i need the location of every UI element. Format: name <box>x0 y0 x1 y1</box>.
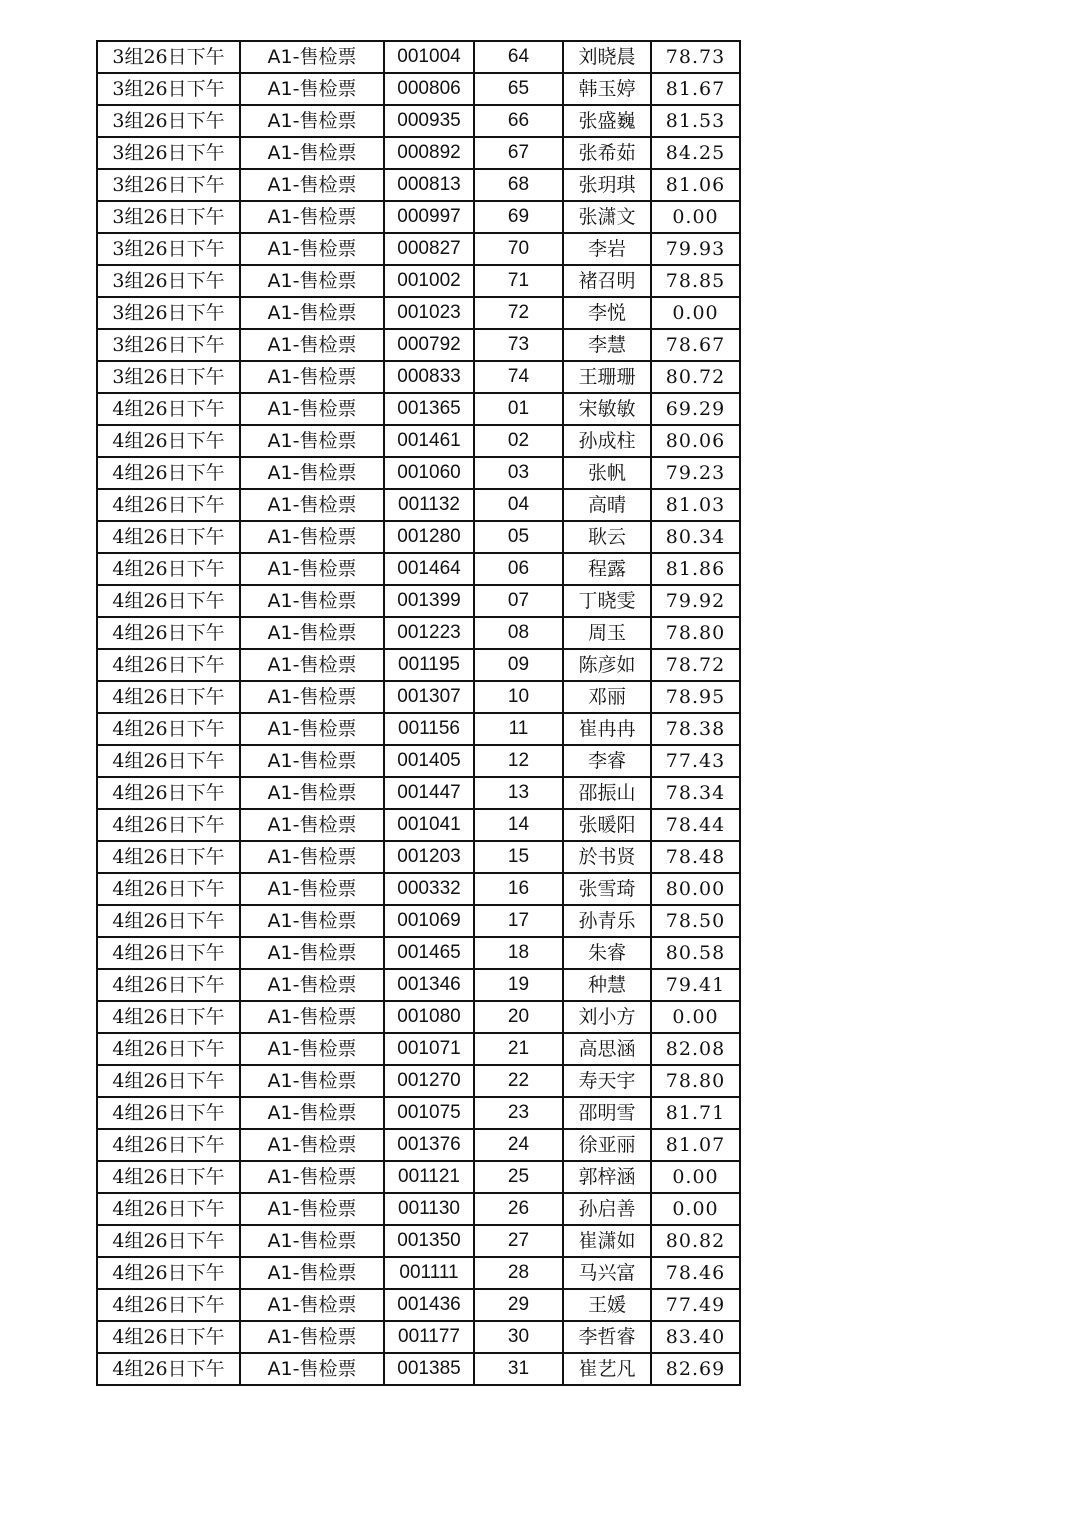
cell-candidate-id: 001346 <box>384 969 474 1001</box>
cell-group: 4组26日下午 <box>97 809 240 841</box>
cell-name: 孙成柱 <box>563 425 651 457</box>
table-row <box>97 905 740 937</box>
cell-score: 78.80 <box>651 1065 740 1097</box>
cell-name: 耿云 <box>563 521 651 553</box>
table-row <box>97 41 740 73</box>
cell-score: 78.46 <box>651 1257 740 1289</box>
cell-post: A1-售检票 <box>240 233 384 265</box>
cell-candidate-id: 001376 <box>384 1129 474 1161</box>
cell-score: 78.73 <box>651 41 740 73</box>
cell-score: 80.06 <box>651 425 740 457</box>
cell-name: 张盛巍 <box>563 105 651 137</box>
cell-name: 李哲睿 <box>563 1321 651 1353</box>
cell-score: 82.69 <box>651 1353 740 1385</box>
cell-candidate-id: 000332 <box>384 873 474 905</box>
cell-sequence: 19 <box>474 969 563 1001</box>
table-row <box>97 617 740 649</box>
cell-post: A1-售检票 <box>240 777 384 809</box>
cell-name: 邵振山 <box>563 777 651 809</box>
cell-group: 4组26日下午 <box>97 1257 240 1289</box>
cell-candidate-id: 001365 <box>384 393 474 425</box>
table-row <box>97 1193 740 1225</box>
cell-post: A1-售检票 <box>240 425 384 457</box>
cell-score: 81.06 <box>651 169 740 201</box>
score-table-body <box>97 41 740 1385</box>
table-row <box>97 937 740 969</box>
cell-sequence: 17 <box>474 905 563 937</box>
cell-candidate-id: 001461 <box>384 425 474 457</box>
cell-name: 韩玉婷 <box>563 73 651 105</box>
cell-candidate-id: 001130 <box>384 1193 474 1225</box>
table-row <box>97 361 740 393</box>
cell-sequence: 71 <box>474 265 563 297</box>
cell-name: 李睿 <box>563 745 651 777</box>
cell-name: 高晴 <box>563 489 651 521</box>
cell-name: 种慧 <box>563 969 651 1001</box>
table-row <box>97 777 740 809</box>
cell-post: A1-售检票 <box>240 553 384 585</box>
cell-candidate-id: 001004 <box>384 41 474 73</box>
cell-score: 81.71 <box>651 1097 740 1129</box>
cell-post: A1-售检票 <box>240 841 384 873</box>
cell-post: A1-售检票 <box>240 809 384 841</box>
cell-candidate-id: 001405 <box>384 745 474 777</box>
table-row <box>97 297 740 329</box>
cell-candidate-id: 001350 <box>384 1225 474 1257</box>
cell-post: A1-售检票 <box>240 1321 384 1353</box>
cell-sequence: 09 <box>474 649 563 681</box>
cell-group: 4组26日下午 <box>97 585 240 617</box>
cell-post: A1-售检票 <box>240 1065 384 1097</box>
table-row <box>97 1161 740 1193</box>
cell-sequence: 23 <box>474 1097 563 1129</box>
cell-sequence: 21 <box>474 1033 563 1065</box>
table-row <box>97 585 740 617</box>
cell-name: 高思涵 <box>563 1033 651 1065</box>
cell-post: A1-售检票 <box>240 1257 384 1289</box>
cell-name: 周玉 <box>563 617 651 649</box>
cell-name: 刘晓晨 <box>563 41 651 73</box>
cell-name: 李悦 <box>563 297 651 329</box>
cell-post: A1-售检票 <box>240 969 384 1001</box>
cell-name: 徐亚丽 <box>563 1129 651 1161</box>
cell-candidate-id: 001132 <box>384 489 474 521</box>
cell-name: 张潇文 <box>563 201 651 233</box>
cell-score: 79.41 <box>651 969 740 1001</box>
cell-score: 0.00 <box>651 1161 740 1193</box>
cell-score: 78.80 <box>651 617 740 649</box>
cell-sequence: 13 <box>474 777 563 809</box>
cell-candidate-id: 001177 <box>384 1321 474 1353</box>
cell-name: 丁晓雯 <box>563 585 651 617</box>
cell-candidate-id: 000792 <box>384 329 474 361</box>
cell-post: A1-售检票 <box>240 105 384 137</box>
cell-score: 80.58 <box>651 937 740 969</box>
cell-group: 4组26日下午 <box>97 1353 240 1385</box>
cell-name: 褚召明 <box>563 265 651 297</box>
table-row <box>97 329 740 361</box>
cell-sequence: 27 <box>474 1225 563 1257</box>
cell-post: A1-售检票 <box>240 585 384 617</box>
cell-sequence: 69 <box>474 201 563 233</box>
cell-group: 3组26日下午 <box>97 265 240 297</box>
cell-sequence: 14 <box>474 809 563 841</box>
cell-name: 崔艺凡 <box>563 1353 651 1385</box>
cell-sequence: 11 <box>474 713 563 745</box>
cell-group: 4组26日下午 <box>97 553 240 585</box>
cell-group: 3组26日下午 <box>97 297 240 329</box>
table-row <box>97 1033 740 1065</box>
cell-score: 78.48 <box>651 841 740 873</box>
cell-candidate-id: 001399 <box>384 585 474 617</box>
cell-name: 於书贤 <box>563 841 651 873</box>
cell-sequence: 74 <box>474 361 563 393</box>
cell-post: A1-售检票 <box>240 521 384 553</box>
cell-post: A1-售检票 <box>240 361 384 393</box>
cell-candidate-id: 000806 <box>384 73 474 105</box>
cell-post: A1-售检票 <box>240 73 384 105</box>
cell-post: A1-售检票 <box>240 745 384 777</box>
cell-name: 张雪琦 <box>563 873 651 905</box>
cell-candidate-id: 000813 <box>384 169 474 201</box>
cell-group: 3组26日下午 <box>97 105 240 137</box>
table-row <box>97 137 740 169</box>
cell-post: A1-售检票 <box>240 329 384 361</box>
cell-score: 78.38 <box>651 713 740 745</box>
cell-score: 81.03 <box>651 489 740 521</box>
cell-score: 81.07 <box>651 1129 740 1161</box>
cell-post: A1-售检票 <box>240 937 384 969</box>
cell-sequence: 70 <box>474 233 563 265</box>
cell-score: 77.49 <box>651 1289 740 1321</box>
table-row <box>97 1289 740 1321</box>
cell-name: 朱睿 <box>563 937 651 969</box>
cell-group: 4组26日下午 <box>97 1225 240 1257</box>
cell-sequence: 22 <box>474 1065 563 1097</box>
cell-group: 4组26日下午 <box>97 457 240 489</box>
cell-candidate-id: 001270 <box>384 1065 474 1097</box>
table-row <box>97 1353 740 1385</box>
cell-name: 陈彦如 <box>563 649 651 681</box>
cell-sequence: 28 <box>474 1257 563 1289</box>
cell-score: 0.00 <box>651 1193 740 1225</box>
cell-post: A1-售检票 <box>240 713 384 745</box>
cell-post: A1-售检票 <box>240 1193 384 1225</box>
cell-group: 4组26日下午 <box>97 681 240 713</box>
cell-sequence: 18 <box>474 937 563 969</box>
cell-post: A1-售检票 <box>240 1129 384 1161</box>
cell-sequence: 05 <box>474 521 563 553</box>
table-row <box>97 169 740 201</box>
cell-group: 4组26日下午 <box>97 521 240 553</box>
cell-name: 刘小方 <box>563 1001 651 1033</box>
cell-sequence: 68 <box>474 169 563 201</box>
cell-post: A1-售检票 <box>240 617 384 649</box>
cell-group: 4组26日下午 <box>97 713 240 745</box>
cell-group: 4组26日下午 <box>97 841 240 873</box>
cell-sequence: 67 <box>474 137 563 169</box>
cell-candidate-id: 001121 <box>384 1161 474 1193</box>
cell-candidate-id: 001465 <box>384 937 474 969</box>
cell-sequence: 03 <box>474 457 563 489</box>
cell-sequence: 02 <box>474 425 563 457</box>
cell-name: 王珊珊 <box>563 361 651 393</box>
cell-sequence: 01 <box>474 393 563 425</box>
cell-name: 孙启善 <box>563 1193 651 1225</box>
cell-post: A1-售检票 <box>240 137 384 169</box>
table-row <box>97 1257 740 1289</box>
cell-sequence: 15 <box>474 841 563 873</box>
cell-candidate-id: 001060 <box>384 457 474 489</box>
cell-name: 张希茹 <box>563 137 651 169</box>
cell-group: 4组26日下午 <box>97 777 240 809</box>
cell-sequence: 26 <box>474 1193 563 1225</box>
cell-sequence: 12 <box>474 745 563 777</box>
table-row <box>97 201 740 233</box>
table-row <box>97 457 740 489</box>
cell-name: 宋敏敏 <box>563 393 651 425</box>
cell-sequence: 65 <box>474 73 563 105</box>
cell-score: 82.08 <box>651 1033 740 1065</box>
cell-post: A1-售检票 <box>240 393 384 425</box>
cell-candidate-id: 000892 <box>384 137 474 169</box>
cell-score: 78.95 <box>651 681 740 713</box>
cell-name: 崔冉冉 <box>563 713 651 745</box>
cell-group: 4组26日下午 <box>97 937 240 969</box>
cell-sequence: 07 <box>474 585 563 617</box>
cell-score: 80.82 <box>651 1225 740 1257</box>
cell-score: 0.00 <box>651 297 740 329</box>
cell-name: 张帆 <box>563 457 651 489</box>
cell-group: 3组26日下午 <box>97 169 240 201</box>
cell-score: 79.92 <box>651 585 740 617</box>
cell-sequence: 66 <box>474 105 563 137</box>
cell-score: 0.00 <box>651 1001 740 1033</box>
cell-score: 0.00 <box>651 201 740 233</box>
table-row <box>97 649 740 681</box>
cell-post: A1-售检票 <box>240 41 384 73</box>
cell-post: A1-售检票 <box>240 873 384 905</box>
cell-score: 80.34 <box>651 521 740 553</box>
cell-post: A1-售检票 <box>240 1001 384 1033</box>
cell-score: 81.86 <box>651 553 740 585</box>
cell-candidate-id: 001080 <box>384 1001 474 1033</box>
table-row <box>97 809 740 841</box>
table-row <box>97 393 740 425</box>
cell-name: 程露 <box>563 553 651 585</box>
cell-group: 4组26日下午 <box>97 1033 240 1065</box>
cell-post: A1-售检票 <box>240 489 384 521</box>
cell-candidate-id: 000997 <box>384 201 474 233</box>
cell-name: 李慧 <box>563 329 651 361</box>
table-row <box>97 553 740 585</box>
cell-group: 3组26日下午 <box>97 41 240 73</box>
cell-name: 张暖阳 <box>563 809 651 841</box>
cell-name: 邵明雪 <box>563 1097 651 1129</box>
cell-post: A1-售检票 <box>240 1033 384 1065</box>
cell-group: 4组26日下午 <box>97 1289 240 1321</box>
cell-name: 王媛 <box>563 1289 651 1321</box>
table-row <box>97 969 740 1001</box>
cell-name: 马兴富 <box>563 1257 651 1289</box>
cell-group: 4组26日下午 <box>97 1001 240 1033</box>
cell-candidate-id: 001307 <box>384 681 474 713</box>
cell-post: A1-售检票 <box>240 649 384 681</box>
table-row <box>97 1129 740 1161</box>
table-row <box>97 73 740 105</box>
cell-candidate-id: 001071 <box>384 1033 474 1065</box>
cell-score: 78.50 <box>651 905 740 937</box>
cell-candidate-id: 001203 <box>384 841 474 873</box>
cell-candidate-id: 001280 <box>384 521 474 553</box>
cell-score: 78.34 <box>651 777 740 809</box>
cell-group: 3组26日下午 <box>97 329 240 361</box>
table-row <box>97 521 740 553</box>
cell-group: 4组26日下午 <box>97 969 240 1001</box>
cell-group: 4组26日下午 <box>97 745 240 777</box>
cell-sequence: 24 <box>474 1129 563 1161</box>
cell-name: 邓丽 <box>563 681 651 713</box>
cell-score: 83.40 <box>651 1321 740 1353</box>
table-row <box>97 713 740 745</box>
cell-post: A1-售检票 <box>240 1097 384 1129</box>
cell-score: 69.29 <box>651 393 740 425</box>
cell-post: A1-售检票 <box>240 1225 384 1257</box>
cell-candidate-id: 001223 <box>384 617 474 649</box>
table-row <box>97 1225 740 1257</box>
table-row <box>97 233 740 265</box>
cell-sequence: 06 <box>474 553 563 585</box>
cell-group: 3组26日下午 <box>97 201 240 233</box>
score-table <box>96 40 741 1386</box>
cell-group: 3组26日下午 <box>97 137 240 169</box>
cell-score: 81.53 <box>651 105 740 137</box>
cell-name: 崔潇如 <box>563 1225 651 1257</box>
cell-post: A1-售检票 <box>240 265 384 297</box>
cell-candidate-id: 001385 <box>384 1353 474 1385</box>
cell-score: 84.25 <box>651 137 740 169</box>
cell-post: A1-售检票 <box>240 201 384 233</box>
table-row <box>97 425 740 457</box>
cell-group: 4组26日下午 <box>97 873 240 905</box>
cell-candidate-id: 001041 <box>384 809 474 841</box>
table-row <box>97 489 740 521</box>
cell-group: 3组26日下午 <box>97 361 240 393</box>
table-row <box>97 1065 740 1097</box>
cell-candidate-id: 001111 <box>384 1257 474 1289</box>
cell-group: 4组26日下午 <box>97 649 240 681</box>
cell-post: A1-售检票 <box>240 681 384 713</box>
cell-score: 78.44 <box>651 809 740 841</box>
table-row <box>97 1097 740 1129</box>
cell-post: A1-售检票 <box>240 905 384 937</box>
cell-score: 78.72 <box>651 649 740 681</box>
cell-sequence: 29 <box>474 1289 563 1321</box>
cell-name: 张玥琪 <box>563 169 651 201</box>
cell-candidate-id: 001002 <box>384 265 474 297</box>
cell-candidate-id: 001464 <box>384 553 474 585</box>
cell-name: 郭梓涵 <box>563 1161 651 1193</box>
cell-candidate-id: 001195 <box>384 649 474 681</box>
cell-candidate-id: 001075 <box>384 1097 474 1129</box>
table-row <box>97 681 740 713</box>
cell-name: 孙青乐 <box>563 905 651 937</box>
cell-group: 4组26日下午 <box>97 393 240 425</box>
table-row <box>97 745 740 777</box>
cell-candidate-id: 001156 <box>384 713 474 745</box>
cell-sequence: 30 <box>474 1321 563 1353</box>
cell-group: 3组26日下午 <box>97 73 240 105</box>
cell-sequence: 04 <box>474 489 563 521</box>
cell-post: A1-售检票 <box>240 457 384 489</box>
cell-candidate-id: 001069 <box>384 905 474 937</box>
cell-candidate-id: 000935 <box>384 105 474 137</box>
table-row <box>97 105 740 137</box>
cell-score: 79.23 <box>651 457 740 489</box>
cell-post: A1-售检票 <box>240 169 384 201</box>
cell-candidate-id: 001023 <box>384 297 474 329</box>
cell-score: 77.43 <box>651 745 740 777</box>
cell-group: 3组26日下午 <box>97 233 240 265</box>
cell-score: 80.72 <box>651 361 740 393</box>
cell-group: 4组26日下午 <box>97 1193 240 1225</box>
cell-group: 4组26日下午 <box>97 617 240 649</box>
cell-post: A1-售检票 <box>240 1289 384 1321</box>
cell-sequence: 73 <box>474 329 563 361</box>
table-row <box>97 1001 740 1033</box>
cell-sequence: 31 <box>474 1353 563 1385</box>
table-row <box>97 841 740 873</box>
cell-group: 4组26日下午 <box>97 1321 240 1353</box>
cell-group: 4组26日下午 <box>97 489 240 521</box>
cell-candidate-id: 001436 <box>384 1289 474 1321</box>
cell-group: 4组26日下午 <box>97 1161 240 1193</box>
cell-sequence: 20 <box>474 1001 563 1033</box>
cell-score: 78.67 <box>651 329 740 361</box>
cell-sequence: 08 <box>474 617 563 649</box>
cell-candidate-id: 000833 <box>384 361 474 393</box>
cell-group: 4组26日下午 <box>97 1129 240 1161</box>
cell-score: 78.85 <box>651 265 740 297</box>
cell-candidate-id: 001447 <box>384 777 474 809</box>
cell-group: 4组26日下午 <box>97 425 240 457</box>
cell-name: 寿天宇 <box>563 1065 651 1097</box>
cell-group: 4组26日下午 <box>97 905 240 937</box>
table-row <box>97 873 740 905</box>
cell-post: A1-售检票 <box>240 1161 384 1193</box>
cell-sequence: 16 <box>474 873 563 905</box>
cell-post: A1-售检票 <box>240 297 384 329</box>
cell-sequence: 25 <box>474 1161 563 1193</box>
cell-score: 79.93 <box>651 233 740 265</box>
cell-candidate-id: 000827 <box>384 233 474 265</box>
table-row <box>97 265 740 297</box>
cell-score: 80.00 <box>651 873 740 905</box>
cell-score: 81.67 <box>651 73 740 105</box>
cell-post: A1-售检票 <box>240 1353 384 1385</box>
cell-group: 4组26日下午 <box>97 1065 240 1097</box>
cell-sequence: 64 <box>474 41 563 73</box>
cell-name: 李岩 <box>563 233 651 265</box>
cell-sequence: 10 <box>474 681 563 713</box>
cell-group: 4组26日下午 <box>97 1097 240 1129</box>
table-row <box>97 1321 740 1353</box>
cell-sequence: 72 <box>474 297 563 329</box>
